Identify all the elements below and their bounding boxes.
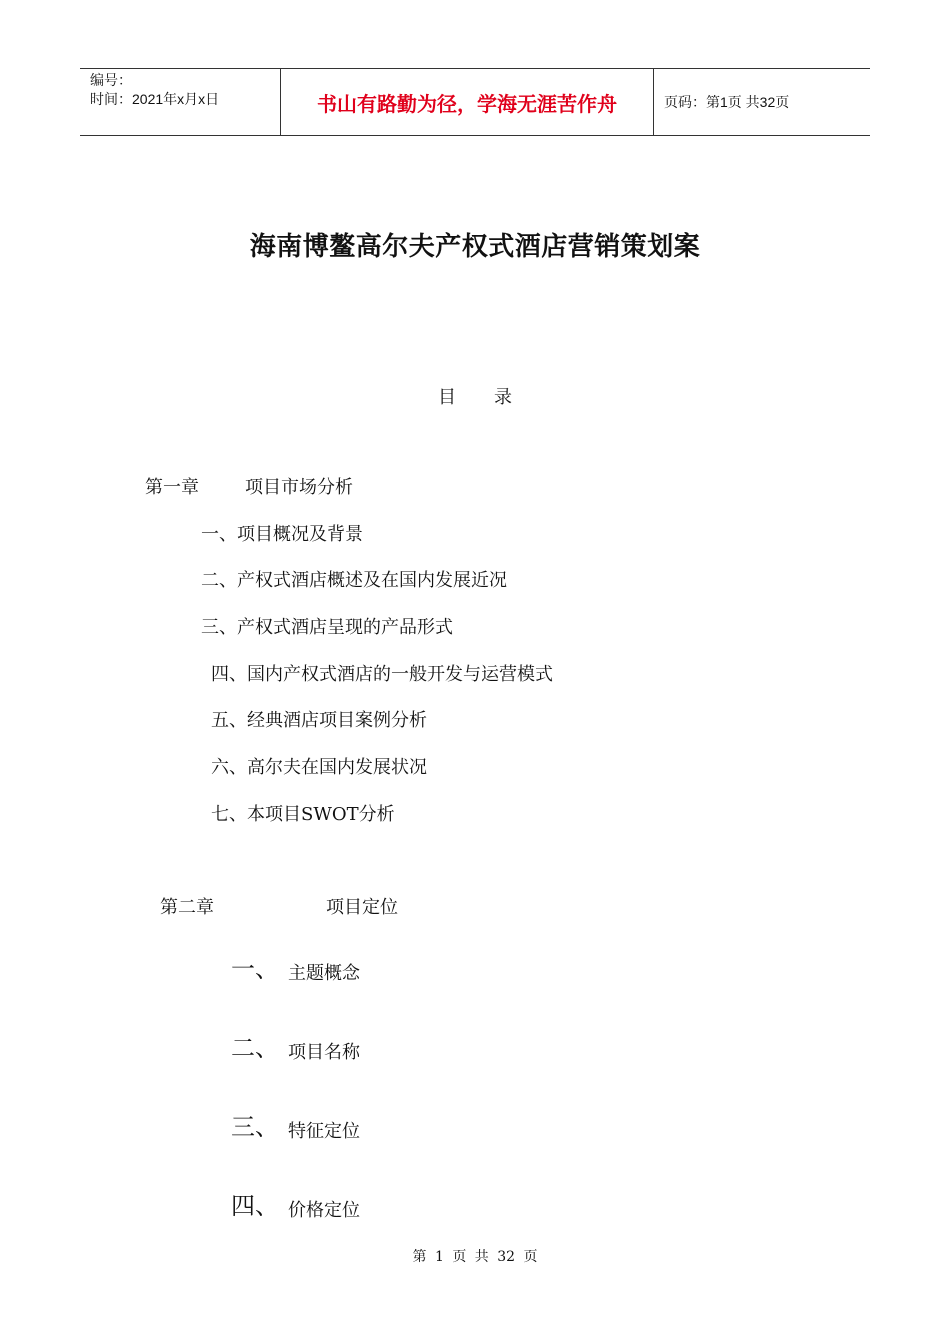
toc-item[interactable]: 二、产权式酒店概述及在国内发展近况 bbox=[201, 570, 507, 591]
chapter2-label: 第二章 bbox=[160, 897, 214, 918]
toc-heading bbox=[438, 383, 512, 409]
page-info: 页码：第1页 共32页 bbox=[664, 94, 790, 110]
footer-page-number: 1 bbox=[434, 1249, 444, 1265]
toc-item[interactable]: 价格定位 bbox=[288, 1200, 360, 1221]
chapter1-name: 项目市场分析 bbox=[245, 477, 353, 498]
toc-heading-a: 目 bbox=[438, 387, 456, 408]
footer-text: 共 bbox=[474, 1249, 489, 1265]
time-label: 时间：2021年x月x日 bbox=[90, 91, 220, 107]
footer-text: 页 bbox=[523, 1249, 538, 1265]
toc-item[interactable]: 六、高尔夫在国内发展状况 bbox=[211, 757, 427, 778]
header-meta-cell bbox=[80, 69, 281, 135]
toc-item-number: 一、 bbox=[231, 955, 279, 983]
toc-item[interactable]: 特征定位 bbox=[288, 1121, 360, 1142]
toc-item[interactable]: 七、本项目SWOT分析 bbox=[211, 804, 395, 825]
toc-item[interactable]: 三、产权式酒店呈现的产品形式 bbox=[201, 617, 453, 638]
footer-text: 第 bbox=[412, 1249, 427, 1265]
toc-heading-b: 录 bbox=[494, 387, 512, 408]
toc-item[interactable]: 五、经典酒店项目案例分析 bbox=[211, 710, 427, 731]
toc-item[interactable]: 一、项目概况及背景 bbox=[201, 524, 363, 545]
toc-item-number: 三、 bbox=[231, 1113, 279, 1141]
toc-item[interactable]: 四、国内产权式酒店的一般开发与运营模式 bbox=[211, 664, 553, 685]
header-table bbox=[80, 68, 870, 136]
footer-total-pages: 32 bbox=[497, 1249, 516, 1265]
motto: 书山有路勤为径，学海无涯苦作舟 bbox=[281, 69, 654, 135]
page-footer bbox=[0, 1246, 950, 1266]
chapter1-label: 第一章 bbox=[145, 477, 199, 498]
toc-item[interactable]: 项目名称 bbox=[288, 1042, 360, 1063]
toc-item-number: 二、 bbox=[231, 1034, 279, 1062]
chapter2-name: 项目定位 bbox=[326, 897, 398, 918]
number-label: 编号： bbox=[90, 72, 132, 88]
chapter2-heading bbox=[160, 897, 398, 919]
document-title: 海南博鳌高尔夫产权式酒店营销策划案 bbox=[249, 232, 701, 262]
toc-item-number: 四、 bbox=[231, 1192, 279, 1220]
chapter1-heading bbox=[145, 477, 353, 499]
toc-item[interactable]: 主题概念 bbox=[288, 963, 360, 984]
footer-text: 页 bbox=[452, 1249, 467, 1265]
